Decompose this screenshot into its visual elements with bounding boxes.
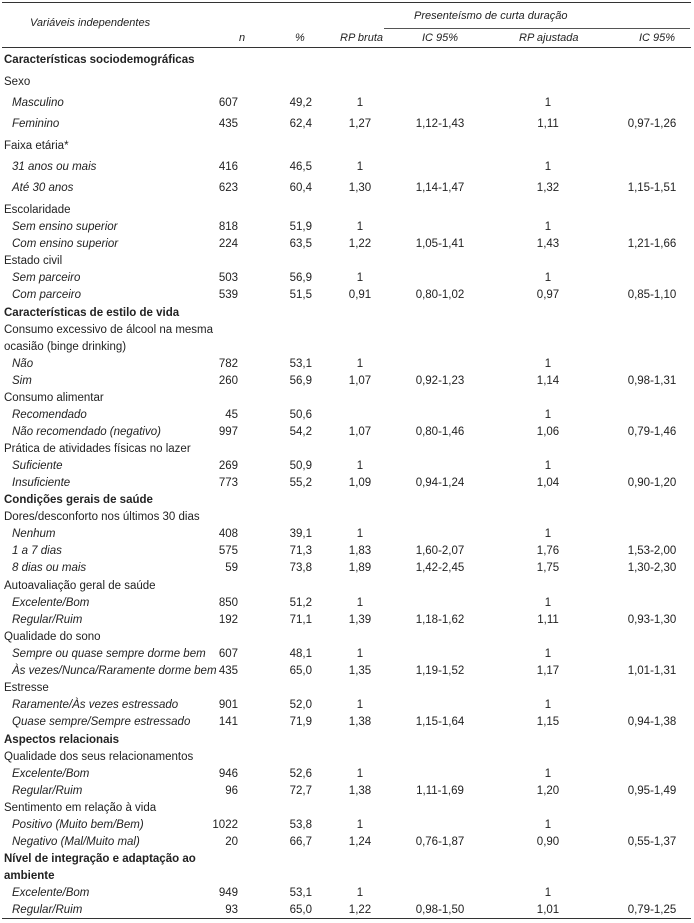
cell-pct: 60,4 <box>289 182 312 194</box>
header-rp-bruta: RP bruta <box>340 32 384 44</box>
cell-n: 435 <box>218 118 238 130</box>
cell-rp-bruta: 1,30 <box>348 182 372 194</box>
cell-rp-bruta: 1 <box>356 460 364 472</box>
cell-rp-ajustada: 1,06 <box>536 426 560 438</box>
category-label: Excelente/Bom <box>12 597 90 609</box>
table-row <box>0 235 694 253</box>
category-label: Excelente/Bom <box>12 887 90 899</box>
cell-n: 818 <box>218 221 238 233</box>
header-span-rule <box>384 28 690 29</box>
table-row <box>0 816 694 834</box>
cell-pct: 48,1 <box>289 648 312 660</box>
table-row <box>0 713 694 731</box>
variable-row <box>0 628 694 646</box>
cell-rp-ajustada: 1,32 <box>536 182 560 194</box>
cell-rp-ajustada: 1,04 <box>536 477 560 489</box>
cell-pct: 71,9 <box>289 716 312 728</box>
cell-pct: 73,8 <box>289 562 312 574</box>
cell-rp-ajustada: 1,43 <box>536 238 560 250</box>
table-row <box>0 594 694 612</box>
cell-rp-ajustada: 1 <box>544 358 552 370</box>
cell-n: 623 <box>218 182 238 194</box>
cell-ic-bruta: 0,98-1,50 <box>415 904 465 916</box>
cell-pct: 62,4 <box>289 118 312 130</box>
cell-pct: 56,9 <box>289 272 312 284</box>
cell-pct: 71,1 <box>289 614 312 626</box>
header-pct: % <box>295 32 305 44</box>
cell-rp-ajustada: 1 <box>544 597 552 609</box>
category-label: Masculino <box>12 97 64 109</box>
cell-rp-ajustada: 1,75 <box>536 562 560 574</box>
cell-ic-ajustada: 0,90-1,20 <box>627 477 677 489</box>
cell-rp-bruta: 1 <box>356 819 364 831</box>
variable-label: Estado civil <box>4 255 63 267</box>
category-label: Sem parceiro <box>12 272 81 284</box>
cell-n: 1022 <box>212 819 238 831</box>
cell-ic-bruta: 0,76-1,87 <box>415 836 465 848</box>
table-row <box>0 645 694 663</box>
label-continuation: ocasião (binge drinking) <box>4 341 127 353</box>
variable-row <box>0 252 694 270</box>
section-header-row <box>0 51 694 69</box>
cell-rp-bruta: 1,22 <box>348 904 372 916</box>
cell-ic-bruta: 0,94-1,24 <box>415 477 465 489</box>
table-row <box>0 765 694 783</box>
cell-ic-bruta: 1,19-1,52 <box>415 665 465 677</box>
category-label: Suficiente <box>12 460 63 472</box>
category-label: Às vezes/Nunca/Raramente dorme bem <box>12 665 217 677</box>
cell-rp-bruta: 1 <box>356 699 364 711</box>
cell-rp-ajustada: 1 <box>544 272 552 284</box>
cell-rp-ajustada: 1 <box>544 528 552 540</box>
cell-pct: 65,0 <box>289 904 312 916</box>
section-header-row <box>0 850 694 882</box>
cell-rp-ajustada: 1 <box>544 699 552 711</box>
category-label: Excelente/Bom <box>12 768 90 780</box>
variable-label: Estresse <box>4 682 49 694</box>
category-label: Quase sempre/Sempre estressado <box>12 716 191 728</box>
cell-n: 539 <box>218 289 238 301</box>
cell-rp-ajustada: 1 <box>544 409 552 421</box>
variable-label: Faixa etária* <box>4 140 69 152</box>
cell-rp-ajustada: 1 <box>544 887 552 899</box>
cell-rp-ajustada: 1 <box>544 161 552 173</box>
cell-rp-ajustada: 1,14 <box>536 375 560 387</box>
category-label: 8 dias ou mais <box>12 562 87 574</box>
cell-rp-bruta: 1 <box>356 597 364 609</box>
table-row <box>0 833 694 851</box>
cell-n: 96 <box>225 785 238 797</box>
cell-n: 260 <box>218 375 238 387</box>
cell-ic-ajustada: 1,53-2,00 <box>627 545 677 557</box>
table-row <box>0 269 694 287</box>
cell-ic-bruta: 1,15-1,64 <box>415 716 465 728</box>
cell-n: 607 <box>218 648 238 660</box>
cell-n: 224 <box>218 238 238 250</box>
cell-rp-ajustada: 1,01 <box>536 904 560 916</box>
cell-rp-ajustada: 1 <box>544 97 552 109</box>
variable-label: Sexo <box>4 76 31 88</box>
category-label: Sem ensino superior <box>12 221 118 233</box>
cell-ic-bruta: 1,12-1,43 <box>415 118 465 130</box>
cell-pct: 52,0 <box>289 699 312 711</box>
variable-row <box>0 748 694 766</box>
cell-rp-bruta: 1,27 <box>348 118 372 130</box>
cell-ic-bruta: 1,05-1,41 <box>415 238 465 250</box>
table-row <box>0 782 694 800</box>
section-label: Nível de integração e adaptação ao <box>4 853 196 865</box>
cell-ic-ajustada: 0,79-1,25 <box>627 904 677 916</box>
variable-label: Prática de atividades físicas no lazer <box>4 443 191 455</box>
variable-label: Consumo alimentar <box>4 392 104 404</box>
cell-ic-ajustada: 1,01-1,31 <box>627 665 677 677</box>
variable-row <box>0 440 694 458</box>
category-label: Com ensino superior <box>12 238 119 250</box>
cell-n: 997 <box>218 426 238 438</box>
table-row <box>0 542 694 560</box>
cell-rp-bruta: 1 <box>356 221 364 233</box>
cell-pct: 63,5 <box>289 238 312 250</box>
cell-ic-ajustada: 0,79-1,46 <box>627 426 677 438</box>
header-bottom-rule <box>2 47 691 48</box>
variable-label: Qualidade dos seus relacionamentos <box>4 751 194 763</box>
cell-ic-ajustada: 0,85-1,10 <box>627 289 677 301</box>
cell-n: 773 <box>218 477 238 489</box>
cell-rp-bruta: 1,83 <box>348 545 372 557</box>
cell-n: 575 <box>218 545 238 557</box>
cell-ic-bruta: 1,42-2,45 <box>415 562 465 574</box>
cell-pct: 50,9 <box>289 460 312 472</box>
category-label: Nenhum <box>12 528 56 540</box>
cell-rp-bruta: 1,22 <box>348 238 372 250</box>
cell-pct: 55,2 <box>289 477 312 489</box>
table-row <box>0 662 694 680</box>
cell-n: 901 <box>218 699 238 711</box>
cell-rp-bruta: 0,91 <box>348 289 372 301</box>
variable-row <box>0 73 694 91</box>
category-label: Insuficiente <box>12 477 71 489</box>
cell-ic-ajustada: 1,15-1,51 <box>627 182 677 194</box>
header-ic-bruta: IC 95% <box>422 32 459 44</box>
cell-n: 408 <box>218 528 238 540</box>
cell-rp-bruta: 1 <box>356 648 364 660</box>
cell-pct: 53,8 <box>289 819 312 831</box>
cell-pct: 71,3 <box>289 545 312 557</box>
cell-rp-bruta: 1 <box>356 161 364 173</box>
cell-n: 782 <box>218 358 238 370</box>
variable-row <box>0 577 694 595</box>
cell-pct: 39,1 <box>289 528 312 540</box>
cell-ic-bruta: 1,14-1,47 <box>415 182 465 194</box>
cell-n: 141 <box>218 716 238 728</box>
cell-ic-bruta: 1,11-1,69 <box>416 785 464 797</box>
category-label: Regular/Ruim <box>12 614 83 626</box>
variable-label: Escolaridade <box>4 204 71 216</box>
cell-rp-ajustada: 1,20 <box>536 785 560 797</box>
section-header-row <box>0 491 694 509</box>
cell-pct: 53,1 <box>289 358 312 370</box>
variable-label: Consumo excessivo de álcool na mesma <box>4 324 214 336</box>
table-row <box>0 901 694 919</box>
cell-rp-ajustada: 1 <box>544 460 552 472</box>
table-row <box>0 115 694 133</box>
section-header-row <box>0 304 694 322</box>
variable-row <box>0 201 694 219</box>
table-row <box>0 406 694 424</box>
table-row <box>0 884 694 902</box>
cell-rp-bruta: 1,09 <box>348 477 372 489</box>
category-label: Recomendado <box>12 409 87 421</box>
table-row <box>0 611 694 629</box>
table-row <box>0 218 694 236</box>
header-n: n <box>239 32 246 44</box>
cell-ic-bruta: 0,80-1,46 <box>415 426 465 438</box>
table-row <box>0 94 694 112</box>
variable-row <box>0 679 694 697</box>
cell-rp-bruta: 1 <box>356 358 364 370</box>
cell-rp-bruta: 1,24 <box>348 836 372 848</box>
cell-pct: 65,0 <box>289 665 312 677</box>
cell-n: 946 <box>218 768 238 780</box>
table-row <box>0 474 694 492</box>
cell-rp-bruta: 1,39 <box>348 614 372 626</box>
cell-ic-ajustada: 0,97-1,26 <box>627 118 677 130</box>
category-label: Regular/Ruim <box>12 904 83 916</box>
cell-rp-bruta: 1,35 <box>348 665 372 677</box>
table-row <box>0 457 694 475</box>
section-label: Características sociodemográficas <box>4 54 195 66</box>
cell-pct: 51,9 <box>289 221 312 233</box>
cell-ic-bruta: 0,80-1,02 <box>415 289 465 301</box>
cell-n: 949 <box>218 887 238 899</box>
cell-n: 59 <box>225 562 238 574</box>
cell-pct: 49,2 <box>289 97 312 109</box>
cell-pct: 53,1 <box>289 887 312 899</box>
category-label: 1 a 7 dias <box>12 545 62 557</box>
cell-n: 607 <box>218 97 238 109</box>
category-label: Raramente/Às vezes estressado <box>12 699 179 711</box>
table-row <box>0 559 694 577</box>
variable-label: Sentimento em relação à vida <box>4 802 157 814</box>
cell-ic-ajustada: 0,94-1,38 <box>627 716 677 728</box>
cell-ic-ajustada: 0,95-1,49 <box>627 785 677 797</box>
variable-row <box>0 508 694 526</box>
cell-n: 93 <box>225 904 238 916</box>
variable-row <box>0 137 694 155</box>
cell-rp-ajustada: 1,11 <box>537 614 559 626</box>
category-label: Não <box>12 358 34 370</box>
cell-ic-ajustada: 0,93-1,30 <box>627 614 677 626</box>
table-row <box>0 179 694 197</box>
cell-rp-ajustada: 1,17 <box>536 665 560 677</box>
cell-ic-bruta: 1,60-2,07 <box>415 545 465 557</box>
cell-rp-bruta: 1 <box>356 97 364 109</box>
cell-rp-bruta: 1,38 <box>348 716 372 728</box>
cell-rp-ajustada: 1,11 <box>537 118 559 130</box>
cell-rp-ajustada: 1 <box>544 768 552 780</box>
cell-pct: 66,7 <box>289 836 312 848</box>
table-row <box>0 423 694 441</box>
cell-rp-bruta: 1,38 <box>348 785 372 797</box>
table-row <box>0 525 694 543</box>
cell-rp-ajustada: 0,90 <box>536 836 560 848</box>
cell-pct: 51,2 <box>289 597 312 609</box>
table-row <box>0 372 694 390</box>
table-row <box>0 158 694 176</box>
cell-ic-ajustada: 1,30-2,30 <box>627 562 677 574</box>
category-label: Com parceiro <box>12 289 82 301</box>
cell-rp-bruta: 1 <box>356 272 364 284</box>
table-row <box>0 355 694 373</box>
variable-row <box>0 799 694 817</box>
cell-ic-bruta: 1,18-1,62 <box>415 614 465 626</box>
cell-n: 45 <box>225 409 238 421</box>
cell-rp-ajustada: 1 <box>544 648 552 660</box>
label-continuation: ambiente <box>4 870 55 882</box>
cell-pct: 56,9 <box>289 375 312 387</box>
variable-label: Dores/desconforto nos últimos 30 dias <box>4 511 200 523</box>
category-label: Sempre ou quase sempre dorme bem <box>12 648 206 660</box>
category-label: 31 anos ou mais <box>12 161 97 173</box>
cell-rp-ajustada: 0,97 <box>536 289 560 301</box>
cell-rp-ajustada: 1,76 <box>536 545 560 557</box>
cell-rp-bruta: 1,89 <box>348 562 372 574</box>
cell-pct: 46,5 <box>289 161 312 173</box>
cell-rp-bruta: 1,07 <box>348 375 372 387</box>
table-bottom-rule <box>2 918 691 919</box>
section-label: Aspectos relacionais <box>4 734 120 746</box>
variable-label: Autoavaliação geral de saúde <box>4 580 156 592</box>
header-variables: Variáveis independentes <box>30 17 151 29</box>
cell-ic-ajustada: 0,98-1,31 <box>627 375 677 387</box>
variable-row <box>0 321 694 353</box>
section-header-row <box>0 731 694 749</box>
cell-rp-bruta: 1 <box>356 887 364 899</box>
cell-ic-bruta: 0,92-1,23 <box>415 375 465 387</box>
cell-ic-ajustada: 1,21-1,66 <box>627 238 677 250</box>
cell-rp-ajustada: 1 <box>544 819 552 831</box>
section-label: Características de estilo de vida <box>4 307 180 319</box>
cell-ic-ajustada: 0,55-1,37 <box>627 836 677 848</box>
cell-pct: 51,5 <box>289 289 312 301</box>
category-label: Positivo (Muito bem/Bem) <box>12 819 144 831</box>
cell-rp-bruta: 1,07 <box>348 426 372 438</box>
cell-n: 435 <box>218 665 238 677</box>
category-label: Feminino <box>12 118 60 130</box>
category-label: Sim <box>12 375 32 387</box>
header-ic-ajustada: IC 95% <box>639 32 676 44</box>
cell-pct: 54,2 <box>289 426 312 438</box>
table-top-rule <box>2 2 691 3</box>
cell-n: 503 <box>218 272 238 284</box>
variable-row <box>0 389 694 407</box>
cell-rp-ajustada: 1,15 <box>536 716 560 728</box>
cell-pct: 72,7 <box>289 785 312 797</box>
header-span-title: Presenteísmo de curta duração <box>414 10 568 22</box>
cell-rp-bruta: 1 <box>356 528 364 540</box>
cell-pct: 52,6 <box>289 768 312 780</box>
section-label: Condições gerais de saúde <box>4 494 153 506</box>
cell-n: 269 <box>218 460 238 472</box>
category-label: Não recomendado (negativo) <box>12 426 161 438</box>
category-label: Regular/Ruim <box>12 785 83 797</box>
table-row <box>0 286 694 304</box>
cell-rp-ajustada: 1 <box>544 221 552 233</box>
table-row <box>0 696 694 714</box>
cell-pct: 50,6 <box>289 409 312 421</box>
variable-label: Qualidade do sono <box>4 631 101 643</box>
cell-n: 850 <box>218 597 238 609</box>
category-label: Até 30 anos <box>12 182 74 194</box>
category-label: Negativo (Mal/Muito mal) <box>12 836 140 848</box>
cell-n: 20 <box>225 836 238 848</box>
cell-n: 416 <box>218 161 238 173</box>
header-rp-ajustada: RP ajustada <box>519 32 579 44</box>
cell-rp-bruta: 1 <box>356 768 364 780</box>
cell-n: 192 <box>218 614 238 626</box>
